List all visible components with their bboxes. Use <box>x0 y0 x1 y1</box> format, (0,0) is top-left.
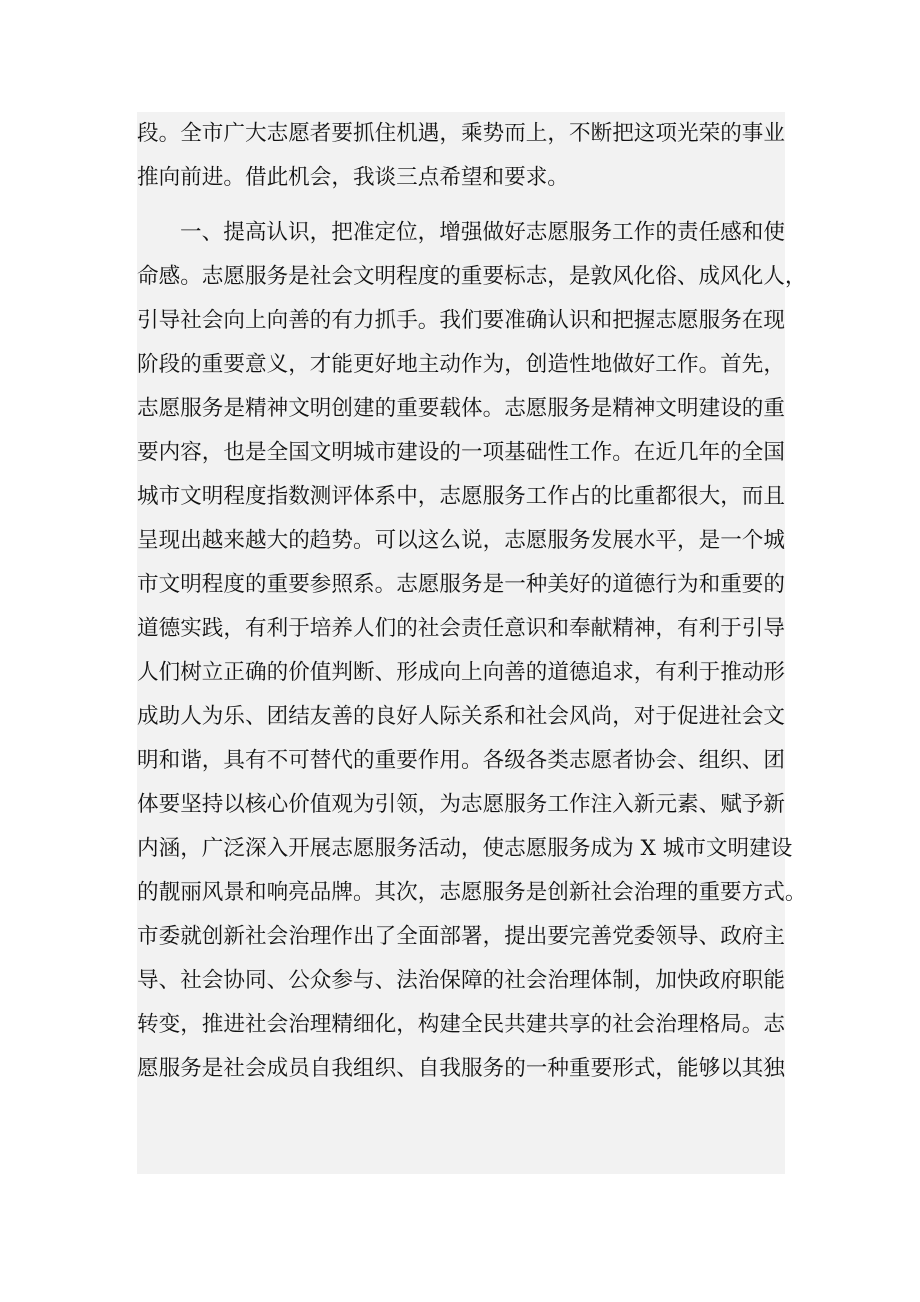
text-line: 命感。志愿服务是社会文明程度的重要标志，是敦风化俗、成风化人， <box>137 264 807 289</box>
text-line: 推向前进。借此机会，我谈三点希望和要求。 <box>137 165 569 190</box>
text-line: 人们树立正确的价值判断、形成向上向善的道德追求，有利于推动形 <box>137 660 785 685</box>
text-line: 的靓丽风景和响亮品牌。其次，志愿服务是创新社会治理的重要方式。 <box>137 880 807 905</box>
text-line: 阶段的重要意义，才能更好地主动作为，创造性地做好工作。首先， <box>137 352 785 377</box>
text-line: 城市文明程度指数测评体系中，志愿服务工作占的比重都很大，而且 <box>137 484 785 509</box>
text-line: 志愿服务是精神文明创建的重要载体。志愿服务是精神文明建设的重 <box>137 396 785 421</box>
text-line: 要内容，也是全国文明城市建设的一项基础性工作。在近几年的全国 <box>137 440 785 465</box>
text-line: 道德实践，有利于培养人们的社会责任意识和奉献精神，有利于引导 <box>137 616 785 641</box>
text-line: 愿服务是社会成员自我组织、自我服务的一种重要形式，能够以其独 <box>137 1056 785 1081</box>
text-line: 导、社会协同、公众参与、法治保障的社会治理体制，加快政府职能 <box>137 968 785 993</box>
paragraph-first-line: 一、提高认识，把准定位，增强做好志愿服务工作的责任感和使 <box>180 220 785 245</box>
text-line: 成助人为乐、团结友善的良好人际关系和社会风尚，对于促进社会文 <box>137 704 785 729</box>
text-line: 市委就创新社会治理作出了全面部署，提出要完善党委领导、政府主 <box>137 924 785 949</box>
text-line: 转变，推进社会治理精细化，构建全民共建共享的社会治理格局。志 <box>137 1012 785 1037</box>
text-line: 体要坚持以核心价值观为引领，为志愿服务工作注入新元素、赋予新 <box>137 792 785 817</box>
text-line: 引导社会向上向善的有力抓手。我们要准确认识和把握志愿服务在现 <box>137 308 785 333</box>
text-line: 段。全市广大志愿者要抓住机遇，乘势而上，不断把这项光荣的事业 <box>137 121 785 146</box>
text-block <box>137 112 807 1174</box>
text-line: 明和谐，具有不可替代的重要作用。各级各类志愿者协会、组织、团 <box>137 748 785 773</box>
text-line: 呈现出越来越大的趋势。可以这么说，志愿服务发展水平，是一个城 <box>137 528 785 553</box>
text-line: 市文明程度的重要参照系。志愿服务是一种美好的道德行为和重要的 <box>137 572 785 597</box>
text-line: 内涵，广泛深入开展志愿服务活动，使志愿服务成为 X 城市文明建设 <box>137 836 793 861</box>
